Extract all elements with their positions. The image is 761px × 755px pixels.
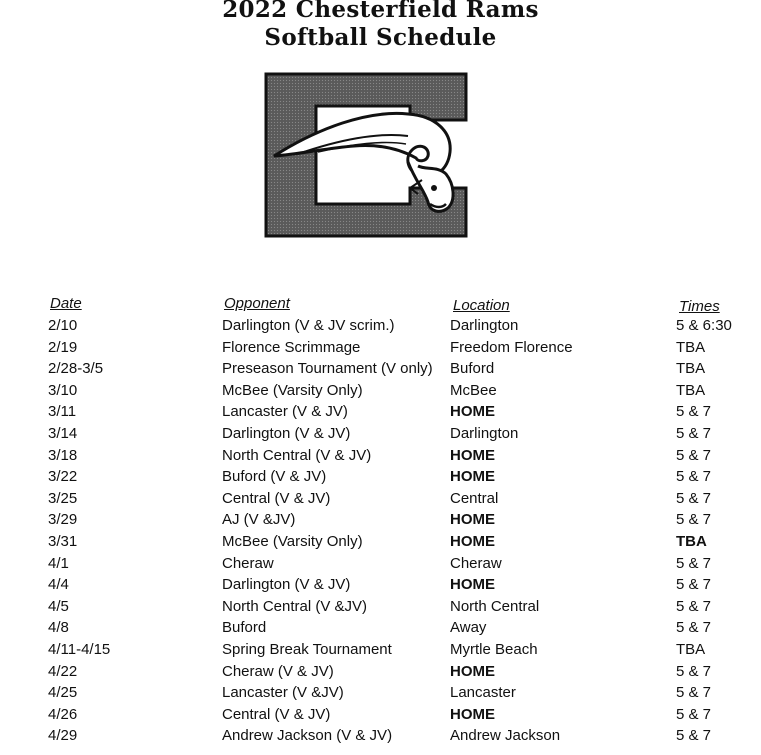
game-opponent: Preseason Tournament (V only) bbox=[222, 360, 433, 378]
game-opponent: North Central (V & JV) bbox=[222, 446, 372, 464]
game-location: Darlington bbox=[450, 317, 519, 334]
table-row bbox=[0, 490, 761, 511]
game-times: TBA bbox=[676, 381, 706, 399]
game-location: Myrtle Beach bbox=[450, 641, 538, 658]
table-row bbox=[0, 403, 761, 424]
game-opponent: Darlington (V & JV scrim.) bbox=[222, 317, 395, 334]
title-line-2: Softball Schedule bbox=[264, 24, 497, 51]
game-date: 4/5 bbox=[48, 597, 69, 615]
game-location: HOME bbox=[450, 468, 495, 486]
table-row bbox=[0, 533, 761, 554]
game-date: 2/19 bbox=[48, 338, 78, 356]
game-location: North Central bbox=[450, 597, 540, 615]
game-location: Lancaster bbox=[450, 684, 516, 702]
game-location: Buford bbox=[450, 360, 495, 378]
game-date: 3/11 bbox=[48, 403, 77, 421]
table-row bbox=[0, 727, 761, 748]
game-times: 5 & 7 bbox=[676, 705, 712, 723]
rams-c-logo-icon bbox=[258, 70, 478, 240]
game-times: TBA bbox=[676, 533, 707, 550]
game-times: 5 & 7 bbox=[676, 403, 712, 421]
game-times: 5 & 7 bbox=[676, 446, 712, 464]
game-date: 3/29 bbox=[48, 511, 78, 529]
game-location: HOME bbox=[450, 511, 495, 529]
game-location: Andrew Jackson bbox=[450, 727, 561, 745]
game-times: 5 & 7 bbox=[676, 554, 712, 572]
game-date: 4/4 bbox=[48, 576, 69, 594]
game-opponent: Cheraw (V & JV) bbox=[222, 662, 334, 680]
game-date: 3/22 bbox=[48, 468, 78, 486]
game-location: Darlington bbox=[450, 425, 519, 442]
game-opponent: Darlington (V & JV) bbox=[222, 576, 351, 594]
game-location: Away bbox=[450, 619, 487, 637]
game-times: 5 & 7 bbox=[676, 597, 712, 615]
game-times: 5 & 7 bbox=[676, 425, 712, 442]
game-location: HOME bbox=[450, 403, 495, 421]
table-row bbox=[0, 684, 761, 705]
title-line-1: 2022 Chesterfield Rams bbox=[222, 0, 539, 23]
game-date: 4/8 bbox=[48, 619, 69, 637]
game-date: 4/29 bbox=[48, 727, 78, 745]
table-row bbox=[0, 598, 761, 619]
game-times: 5 & 7 bbox=[676, 576, 712, 594]
game-date: 4/25 bbox=[48, 684, 78, 702]
game-opponent: McBee (Varsity Only) bbox=[222, 533, 363, 550]
table-row bbox=[0, 706, 761, 727]
game-opponent: Central (V & JV) bbox=[222, 705, 331, 723]
game-times: 5 & 6:30 bbox=[676, 317, 732, 334]
game-times: 5 & 7 bbox=[676, 511, 712, 529]
game-opponent: Spring Break Tournament bbox=[222, 641, 392, 658]
game-opponent: Andrew Jackson (V & JV) bbox=[222, 727, 393, 745]
game-date: 3/25 bbox=[48, 489, 78, 507]
header-location: Location bbox=[453, 297, 510, 314]
game-opponent: North Central (V &JV) bbox=[222, 597, 368, 615]
game-date: 4/22 bbox=[48, 662, 78, 680]
game-date: 3/31 bbox=[48, 533, 78, 550]
game-times: TBA bbox=[676, 360, 706, 378]
game-date: 4/11-4/15 bbox=[48, 641, 111, 658]
game-opponent: Cheraw bbox=[222, 554, 274, 572]
table-row bbox=[0, 641, 761, 662]
game-date: 3/14 bbox=[48, 425, 78, 442]
header-date: Date bbox=[50, 295, 82, 312]
table-row bbox=[0, 511, 761, 532]
header-times: Times bbox=[679, 298, 720, 315]
table-row bbox=[0, 317, 761, 338]
table-row bbox=[0, 447, 761, 468]
game-opponent: McBee (Varsity Only) bbox=[222, 381, 363, 399]
game-location: HOME bbox=[450, 662, 495, 680]
game-opponent: AJ (V &JV) bbox=[222, 511, 296, 529]
game-location: HOME bbox=[450, 446, 495, 464]
game-date: 4/1 bbox=[48, 554, 69, 572]
game-opponent: Lancaster (V &JV) bbox=[222, 684, 344, 702]
game-date: 2/28-3/5 bbox=[48, 360, 104, 378]
table-row bbox=[0, 576, 761, 597]
game-opponent: Florence Scrimmage bbox=[222, 338, 361, 356]
table-row bbox=[0, 339, 761, 360]
game-times: 5 & 7 bbox=[676, 468, 712, 486]
game-date: 4/26 bbox=[48, 705, 78, 723]
game-location: HOME bbox=[450, 533, 495, 550]
game-location: HOME bbox=[450, 576, 495, 594]
game-opponent: Buford bbox=[222, 619, 267, 637]
game-opponent: Central (V & JV) bbox=[222, 489, 331, 507]
table-row bbox=[0, 555, 761, 576]
game-location: McBee bbox=[450, 381, 497, 399]
game-opponent: Lancaster (V & JV) bbox=[222, 403, 348, 421]
game-opponent: Darlington (V & JV) bbox=[222, 425, 351, 442]
table-row bbox=[0, 425, 761, 446]
game-date: 3/18 bbox=[48, 446, 78, 464]
game-times: 5 & 7 bbox=[676, 489, 712, 507]
game-times: 5 & 7 bbox=[676, 727, 712, 745]
game-location: Cheraw bbox=[450, 554, 502, 572]
table-row bbox=[0, 663, 761, 684]
game-times: 5 & 7 bbox=[676, 684, 712, 702]
game-date: 3/10 bbox=[48, 381, 78, 399]
game-location: Freedom Florence bbox=[450, 338, 573, 356]
game-opponent: Buford (V & JV) bbox=[222, 468, 327, 486]
game-location: Central bbox=[450, 489, 499, 507]
table-row bbox=[0, 360, 761, 381]
game-times: 5 & 7 bbox=[676, 662, 712, 680]
game-times: 5 & 7 bbox=[676, 619, 712, 637]
table-row bbox=[0, 468, 761, 489]
header-opponent: Opponent bbox=[224, 295, 290, 312]
game-location: HOME bbox=[450, 705, 495, 723]
game-times: TBA bbox=[676, 641, 706, 658]
game-times: TBA bbox=[676, 338, 706, 356]
game-date: 2/10 bbox=[48, 317, 78, 334]
table-row bbox=[0, 382, 761, 403]
table-row bbox=[0, 619, 761, 640]
